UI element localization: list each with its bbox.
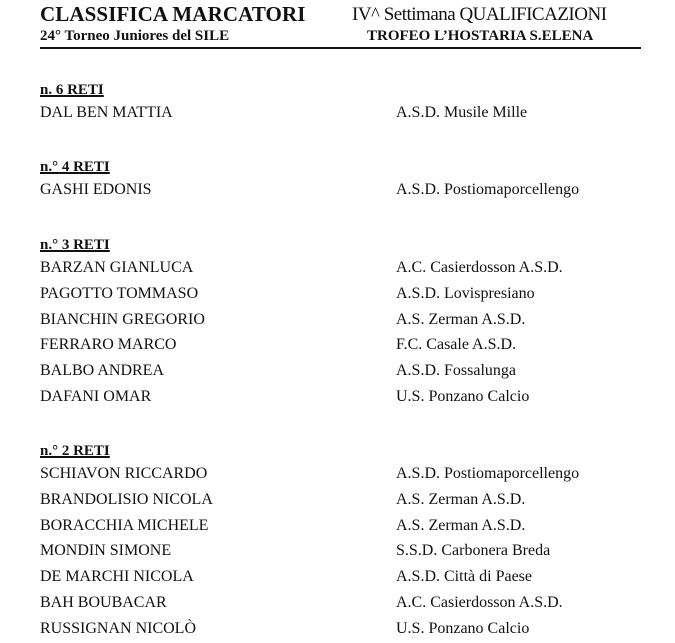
section-heading: n. 6 RETI <box>40 82 104 98</box>
team-name: A.S. Zerman A.S.D. <box>396 490 526 508</box>
player-name: BALBO ANDREA <box>40 362 165 380</box>
document-title: CLASSIFICA MARCATORI <box>40 2 306 26</box>
player-name: BARZAN GIANLUCA <box>40 259 194 276</box>
team-name: A.S.D. Postiomaporcellengo <box>396 181 580 198</box>
scorer-row <box>40 564 640 590</box>
team-name: A.S.D. Postiomaporcellengo <box>396 465 580 482</box>
tournament-name: 24° Torneo Juniores del SILE <box>40 28 230 44</box>
player-name: BORACCHIA MICHELE <box>40 516 209 534</box>
scorer-row <box>40 255 640 281</box>
scorer-row <box>40 384 640 410</box>
team-name: A.C. Casierdosson A.S.D. <box>396 593 563 611</box>
section-heading: n.° 3 RETI <box>40 237 110 253</box>
week-label: IV^ Settimana QUALIFICAZIONI <box>352 4 607 25</box>
team-name: F.C. Casale A.S.D. <box>396 336 517 354</box>
player-name: BAH BOUBACAR <box>40 593 167 611</box>
section-2-goals <box>40 441 640 642</box>
section-4-goals <box>40 157 640 203</box>
scorer-row <box>40 281 640 307</box>
section-6-goals <box>40 80 640 126</box>
document-title-row <box>40 2 640 28</box>
team-name: U.S. Ponzano Calcio <box>396 387 530 405</box>
player-name: GASHI EDONIS <box>40 181 152 198</box>
team-name: A.S.D. Fossalunga <box>396 362 517 380</box>
scorer-row <box>40 461 640 487</box>
player-name: SCHIAVON RICCARDO <box>40 465 208 482</box>
team-name: A.S.D. Lovispresiano <box>396 284 535 302</box>
scorer-row <box>40 616 640 642</box>
section-heading: n.° 4 RETI <box>40 159 110 175</box>
team-name: A.S. Zerman A.S.D. <box>396 516 526 534</box>
scorer-row <box>40 332 640 358</box>
scorer-row <box>40 358 640 384</box>
team-name: S.S.D. Carbonera Breda <box>396 542 551 560</box>
scorer-row <box>40 177 640 203</box>
player-name: PAGOTTO TOMMASO <box>40 284 199 302</box>
team-name: U.S. Ponzano Calcio <box>396 619 530 637</box>
player-name: DAL BEN MATTIA <box>40 104 173 121</box>
team-name: A.S.D. Città di Paese <box>396 568 532 586</box>
scorer-row <box>40 513 640 539</box>
player-name: MONDIN SIMONE <box>40 542 172 560</box>
document-subtitle-row <box>40 28 641 49</box>
scorer-row <box>40 307 640 333</box>
player-name: BIANCHIN GREGORIO <box>40 310 205 328</box>
team-name: A.S.D. Musile Mille <box>396 104 528 121</box>
section-heading: n.° 2 RETI <box>40 443 110 459</box>
scorer-row <box>40 487 640 513</box>
player-name: FERRARO MARCO <box>40 336 177 354</box>
scorer-row <box>40 590 640 616</box>
team-name: A.S. Zerman A.S.D. <box>396 310 526 328</box>
player-name: BRANDOLISIO NICOLA <box>40 490 213 508</box>
team-name: A.C. Casierdosson A.S.D. <box>396 259 563 276</box>
trophy-name: TROFEO L’HOSTARIA S.ELENA <box>367 28 594 44</box>
scorer-row <box>40 100 640 126</box>
scorer-row <box>40 538 640 564</box>
player-name: DAFANI OMAR <box>40 387 152 405</box>
section-3-goals <box>40 235 640 410</box>
player-name: DE MARCHI NICOLA <box>40 568 194 586</box>
player-name: RUSSIGNAN NICOLÒ <box>40 619 197 637</box>
